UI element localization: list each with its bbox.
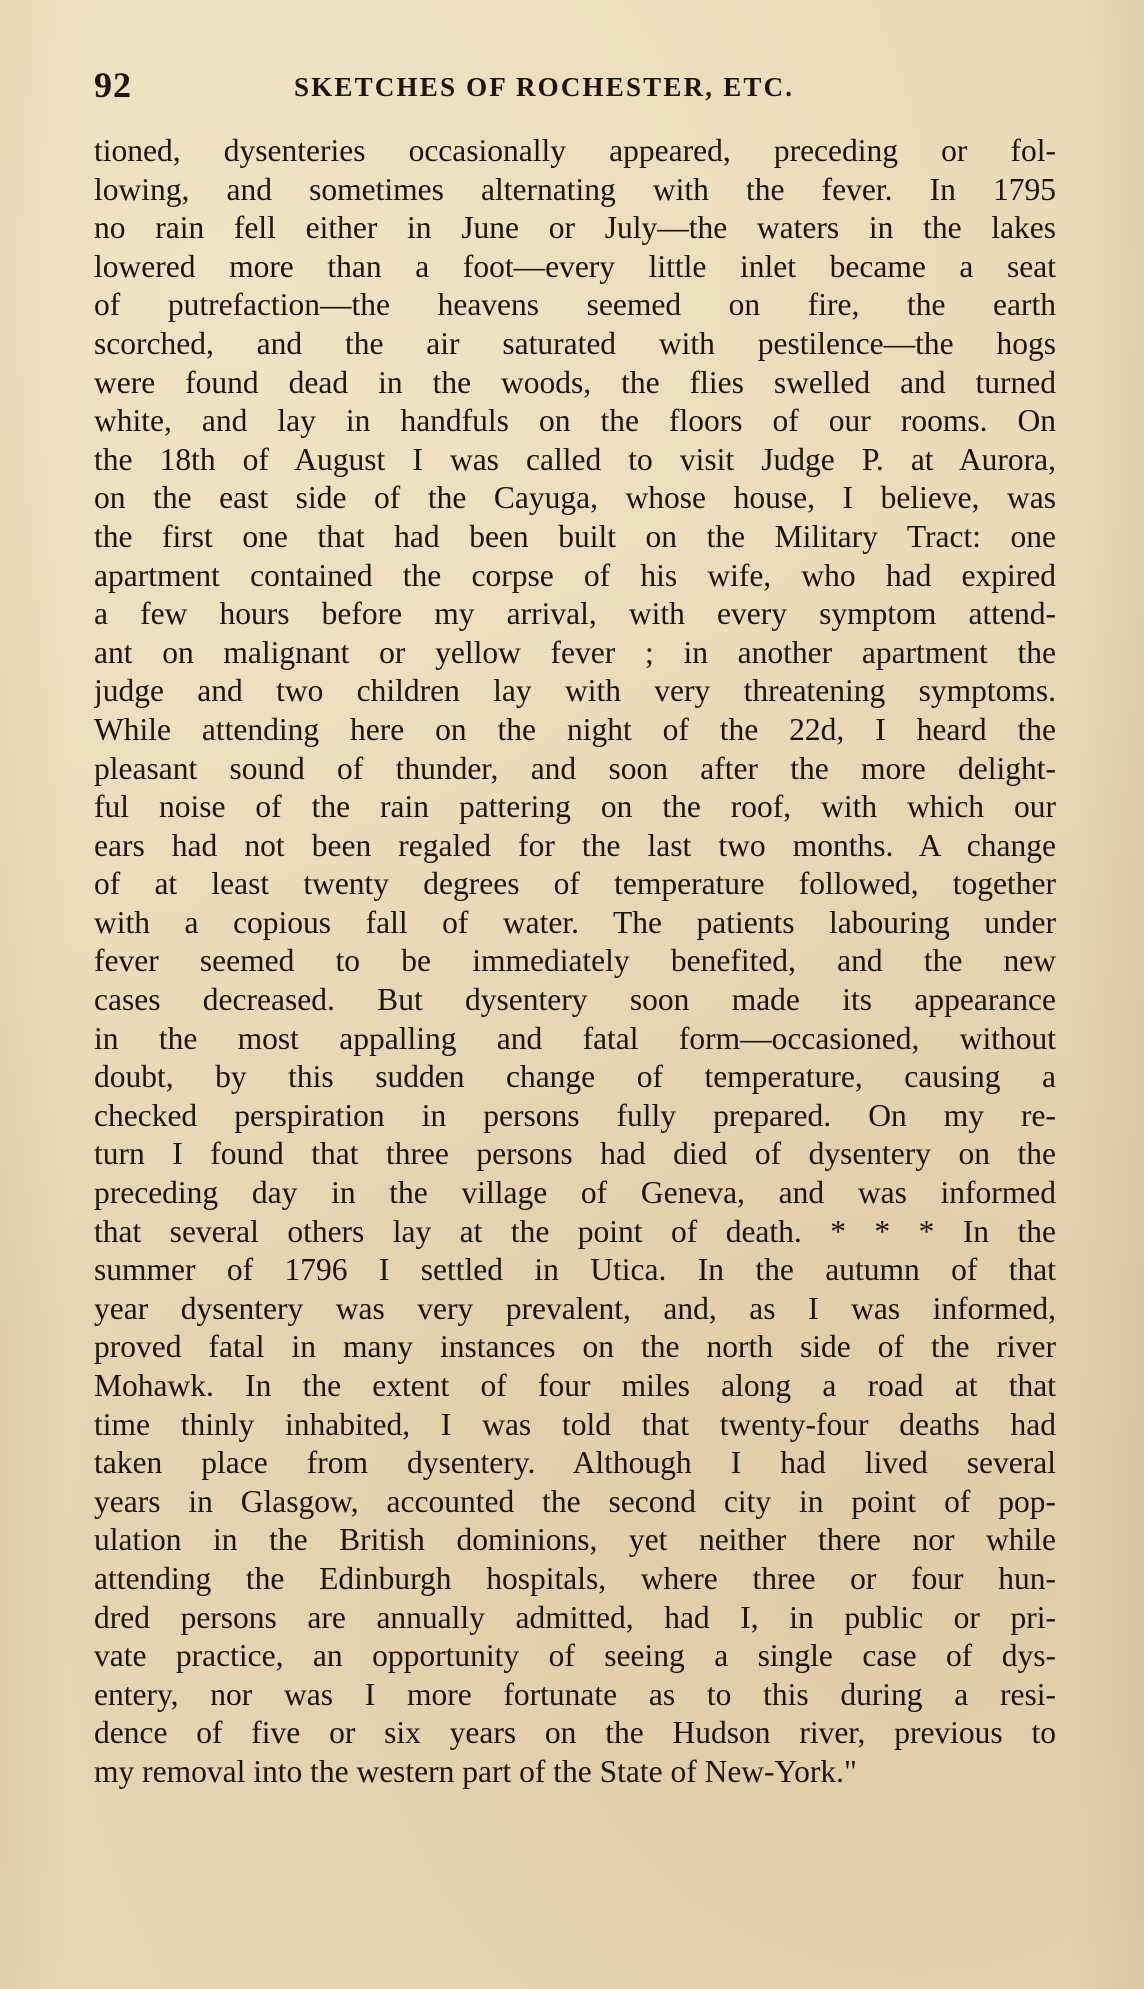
text-line: ulation in the British dominions, yet neither there nor while — [94, 1522, 1056, 1558]
text-line: doubt, by this sudden change of temperature, causing a — [94, 1059, 1056, 1095]
text-line: While attending here on the night of the 22d, I heard the — [94, 711, 1056, 747]
text-line: judge and two children lay with very threatening symptoms. — [94, 673, 1056, 709]
text-line: preceding day in the village of Geneva, and was informed — [94, 1175, 1056, 1211]
text-line: scorched, and the air saturated with pestilence—the hogs — [94, 325, 1056, 361]
text-line: dred persons are annually admitted, had I, in public or pri- — [94, 1599, 1056, 1635]
text-line: pleasant sound of thunder, and soon after the more delight- — [94, 750, 1056, 786]
body-text — [94, 132, 1056, 1792]
text-line: tioned, dysenteries occasionally appeared, preceding or fol- — [94, 133, 1056, 168]
text-line: lowing, and sometimes alternating with the fever. In 1795 — [94, 171, 1056, 207]
text-line: my removal into the western part of the State of New-York." — [94, 1753, 857, 1789]
text-line: that several others lay at the point of death. * * * In the — [94, 1213, 1056, 1249]
text-line: on the east side of the Cayuga, whose house, I believe, was — [94, 480, 1056, 516]
text-line: apartment contained the corpse of his wife, who had expired — [94, 557, 1056, 593]
text-line: ful noise of the rain pattering on the roof, with which our — [94, 789, 1056, 825]
text-line: summer of 1796 I settled in Utica. In the autumn of that — [94, 1252, 1056, 1288]
text-line: dence of five or six years on the Hudson river, previous to — [94, 1715, 1056, 1751]
text-line: time thinly inhabited, I was told that twenty-four deaths had — [94, 1406, 1056, 1442]
text-line: ears had not been regaled for the last two months. A change — [94, 827, 1056, 863]
page-header — [94, 64, 1054, 114]
text-line: cases decreased. But dysentery soon made its appearance — [94, 982, 1056, 1018]
text-line: were found dead in the woods, the flies swelled and turned — [94, 364, 1056, 400]
text-line: years in Glasgow, accounted the second city in point of pop- — [94, 1483, 1056, 1519]
text-line: fever seemed to be immediately benefited, and the new — [94, 943, 1056, 979]
text-line: turn I found that three persons had died of dysentery on the — [94, 1136, 1056, 1172]
text-line: a few hours before my arrival, with every symptom attend- — [94, 596, 1056, 632]
text-line: vate practice, an opportunity of seeing a single case of dys- — [94, 1638, 1056, 1674]
text-line: no rain fell either in June or July—the waters in the lakes — [94, 210, 1056, 246]
text-line: of at least twenty degrees of temperature followed, together — [94, 866, 1056, 902]
text-line: ant on malignant or yellow fever ; in another apartment the — [94, 634, 1056, 670]
text-line: attending the Edinburgh hospitals, where three or four hun- — [94, 1560, 1056, 1596]
text-line: year dysentery was very prevalent, and, as I was informed, — [94, 1290, 1056, 1326]
text-line: checked perspiration in persons fully prepared. On my re- — [94, 1097, 1056, 1133]
text-line: lowered more than a foot—every little inlet became a seat — [94, 248, 1056, 284]
text-line: entery, nor was I more fortunate as to this during a resi- — [94, 1676, 1056, 1712]
text-line: with a copious fall of water. The patients labouring under — [94, 904, 1056, 940]
text-line: the first one that had been built on the Military Tract: one — [94, 518, 1056, 554]
text-line: proved fatal in many instances on the north side of the river — [94, 1329, 1056, 1365]
running-head: SKETCHES OF ROCHESTER, ETC. — [294, 72, 795, 102]
text-line: the 18th of August I was called to visit Judge P. at Aurora, — [94, 441, 1056, 477]
text-line: white, and lay in handfuls on the floors of our rooms. On — [94, 403, 1056, 439]
text-line: Mohawk. In the extent of four miles along a road at that — [94, 1368, 1056, 1403]
text-line: taken place from dysentery. Although I had lived several — [94, 1445, 1056, 1481]
text-line: of putrefaction—the heavens seemed on fire, the earth — [94, 287, 1056, 323]
text-line: in the most appalling and fatal form—occasioned, without — [94, 1020, 1056, 1056]
page-number: 92 — [94, 65, 132, 105]
